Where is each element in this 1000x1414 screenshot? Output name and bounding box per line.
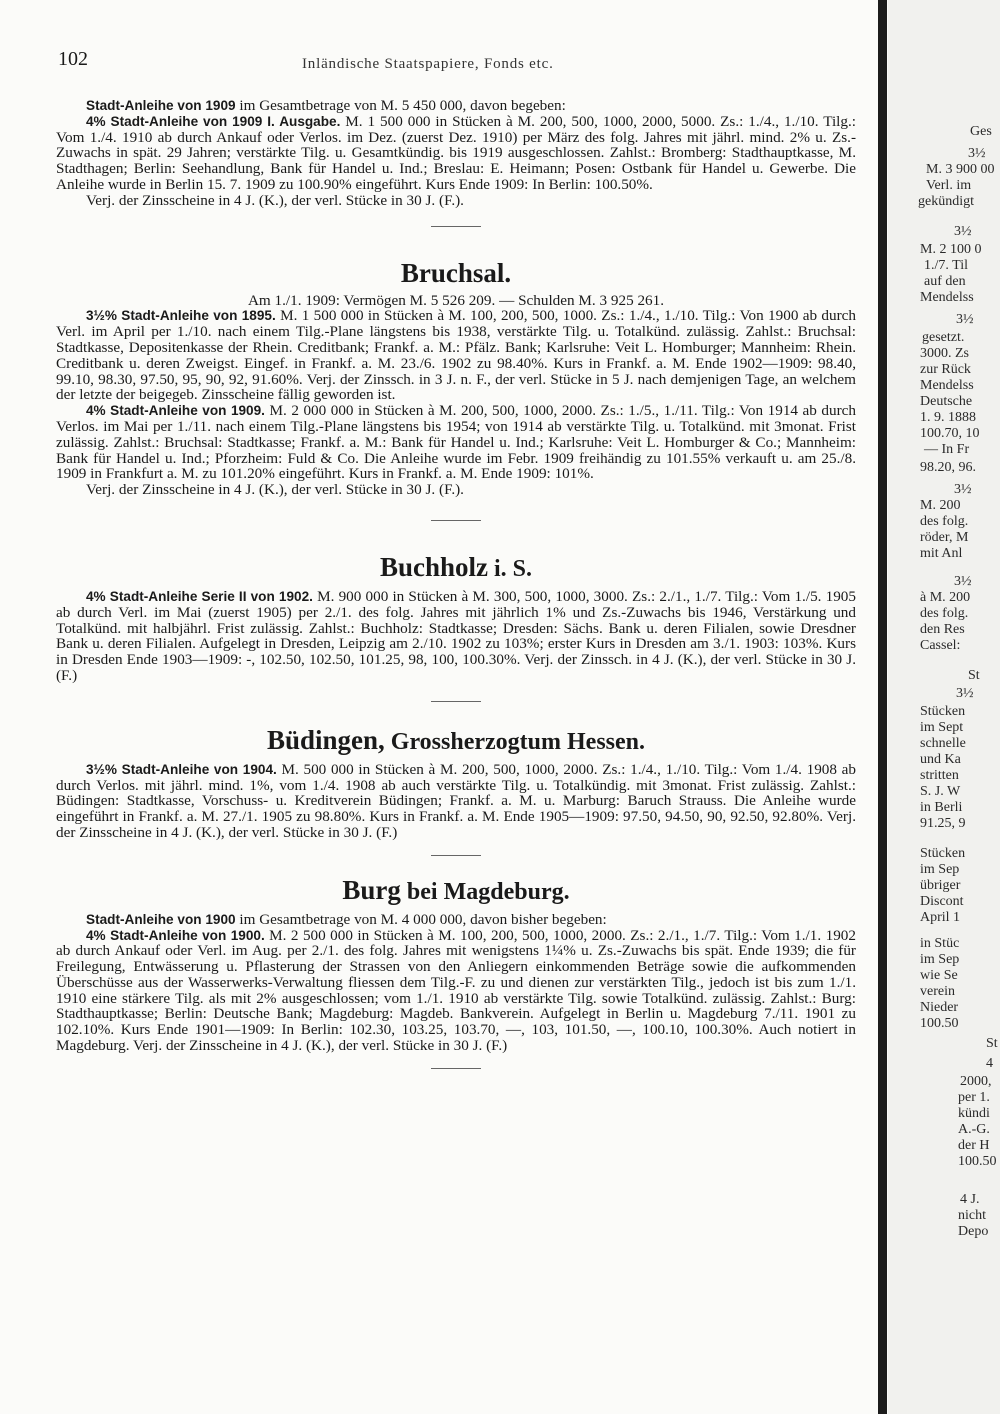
fragment-line: 98.20, 96.	[920, 460, 976, 475]
fragment-line: 100.50	[920, 1016, 959, 1031]
verjaehrung-note: Verj. der Zinsscheine in 4 J. (K.), der verl. Stücke in 30 J. (F.).	[86, 481, 464, 499]
fragment-line: April 1	[920, 910, 961, 925]
entry-bromberg-continued	[56, 98, 856, 209]
fragment-line: und Ka	[920, 752, 961, 767]
fragment-line: Stücken	[920, 704, 966, 719]
running-head: Inländische Staatspapiere, Fonds etc.	[302, 56, 554, 72]
fragment-line: verein	[920, 984, 955, 999]
separator-rule	[431, 701, 481, 702]
entry-bruchsal	[56, 257, 856, 498]
fragment-line: Cassel:	[920, 638, 961, 653]
fragment-line: schnelle	[920, 736, 966, 751]
fragment-line: zur Rück	[920, 362, 971, 377]
adjacent-page-strip	[888, 0, 1000, 1414]
fragment-line: 3½	[968, 146, 986, 161]
fragment-line: gekündigt	[918, 194, 974, 209]
fragment-line: im Sep	[920, 952, 960, 967]
fragment-line: St	[968, 668, 980, 683]
loan-heading: Stadt-Anleihe von 1909	[86, 98, 236, 113]
fragment-line: Verl. im	[926, 178, 972, 193]
fragment-line: mit Anl	[920, 546, 963, 561]
fragment-line: St	[986, 1036, 998, 1051]
separator-rule	[431, 1068, 481, 1069]
place-name: Buchholz	[379, 551, 488, 582]
loan-text: im Gesamtbetrage von M. 4 000 000, davon bisher begeben:	[235, 910, 607, 928]
loan-lead	[56, 912, 856, 928]
fragment-line: Deutsche	[920, 394, 973, 409]
loan-text: im Gesamtbetrage von M. 5 450 000, davon begeben:	[235, 97, 566, 114]
loan-paragraph	[56, 928, 856, 1054]
separator-rule	[431, 855, 481, 856]
loan-heading: 4% Stadt-Anleihe von 1900.	[86, 927, 265, 943]
fragment-line: 4 J.	[960, 1192, 980, 1207]
entry-burg	[56, 874, 856, 1054]
fragment-line: 3½	[954, 224, 972, 239]
loan-paragraph	[56, 762, 856, 841]
fragment-line: Discont	[920, 894, 964, 909]
fragment-line: — In Fr	[924, 442, 970, 457]
fragment-line: des folg.	[920, 606, 969, 621]
fragment-line: des folg.	[920, 514, 969, 529]
loan-paragraph	[56, 589, 856, 684]
loan-text: M. 900 000 in Stücken à M. 300, 500, 1000, 3000. Zs.: 2./1., 1./7. Tilg.: Vom 1./5. 1905 ab durch Verl. im Mai (zuerst 1905) per 2./1. des folg. Jahres mit jährlich 1% und Zs.-Zuwachs bis 1946, Verstärkung und Totalkünd. mit halbjährl. Frist zulässig. Zahlst.: Buchholz: Stadtkasse; Dresden: Sächs. Bank u. deren Filialen, sowie Dresdner Bank u. deren Filialen. Aufgelegt in Dresden, Leipzig am 2./10. 1902 zu 103%; erster Kurs in Dresden am 3./1. 1903: 103%. Kurs in Dresden Ende 1903—1909: -, 102.50, 102.50, 101.25, 98, 100, 100.30%. Verj. der Zinssch. in 4 J. (K.), der verl. Stücke in 30 J. (F.)	[56, 587, 856, 684]
fragment-line: 3½	[956, 686, 974, 701]
loan-text: M. 1 500 000 in Stücken à M. 100, 200, 500, 1000. Zs.: 1./4., 1./10. Tilg.: Von 1900 ab durch Verl. im April per 1./10. nach einem Tilg.-Plane längstens bis 1938, verstärkte Tilg. u. Totalkünd. zulässig. Zahlst.: Bruchsal: Stadtkasse, Depositenkasse der Rhein. Creditbank; Frankf. a. M.: Pfälz. Bank; Karlsruhe: Veit L. Homburger; Mannheim: Rhein. Creditbank u. deren Zweigst. Eingef. in Frankf. a. M. 23./6. 1902 zu 98.40%. Kurs in Frankf. a. M. Ende 1902—1909: 98.40, 99.10, 98.30, 97.50, 95, 90, 92, 91.60%. Verj. der Zinssch. in 3 J. n. F., der verl. Stücke in 5 J. nach demjenigen Tage, an welchem der letzte der beigegeb. Zinsscheine fällig geworden ist.	[56, 307, 857, 404]
fragment-line: röder, M	[920, 530, 969, 545]
page-number: 102	[58, 48, 88, 70]
loan-paragraph	[56, 308, 856, 403]
fragment-line: im Sep	[920, 862, 960, 877]
fragment-line: stritten	[920, 768, 959, 783]
place-name: Büdingen,	[266, 724, 385, 755]
fragment-line: A.-G.	[958, 1122, 990, 1137]
fragment-line: 91.25, 9	[920, 816, 966, 831]
place-heading: Bruchsal.	[400, 257, 512, 288]
fragment-line: Depo	[958, 1224, 989, 1239]
fragment-line: M. 3 900 00	[926, 162, 995, 177]
place-name: Burg	[342, 874, 401, 905]
fragment-line: M. 200	[920, 498, 961, 513]
fragment-line: 3000. Zs	[920, 346, 969, 361]
separator-rule	[431, 520, 481, 521]
fragment-line: Mendelss	[920, 378, 974, 393]
fragment-line: im Sept	[920, 720, 964, 735]
main-column	[56, 40, 856, 1069]
loan-heading: Stadt-Anleihe von 1900	[86, 911, 236, 927]
loan-text: M. 2 500 000 in Stücken à M. 100, 200, 500, 1000, 2000. Zs.: 2./1., 1./7. Tilg.: Vom 1./1. 1902 ab durch Ankauf oder Verl. im Aug. per 2./1. des folg. Jahres mit wenigstens 1¼% u. Zs.-Zuwachs bis spät. Ende 1939; die für Freilegung, Entwässerung u. Pflasterung der Strassen von den Anliegern einkommenden Beträge sowie die aufkommenden Überschüsse aus der Wasserwerks-Verwaltung fliessen dem Tilg.-F. zu und dienen zur verstärkten Tilg., jedoch ist bis zum 1./1. 1910 eine stärkere Tilg. als mit 2% ausgeschlossen; vom 1./1. 1910 ab verstärkte Tilg. sowie Totalkünd. zulässig. Zahlst.: Burg: Stadthauptkasse; Berlin: Deutsche Bank; Magdeburg: Magdeb. Bankverein. Aufgelegt in Berlin u. Magdeburg 7./11. 1901 zu 102.10%. Kurs Ende 1901—1909: In Berlin: 102.30, 103.25, 103.70, —, 103, 101.50, —, 100.10, 100.30%. Auch notiert in Magdeburg. Verj. der Zinsscheine in 4 J. (K.), der verl. Stücke in 30 J. (F.)	[56, 926, 856, 1055]
fragment-line: S. J. W	[920, 784, 961, 799]
separator-rule	[431, 226, 481, 227]
fragment-line: gesetzt.	[922, 330, 965, 345]
loan-text: M. 1 500 000 in Stücken à M. 200, 500, 1000, 2000, 5000. Zs.: 1./4., 1./10. Tilg.: Vom 1./4. 1910 ab durch Ankauf oder Verlos. im Dez. (zuerst Dez. 1910) per März des folg. Jahres mit jährl. mind. 2% u. Zs.-Zuwachs in spät. 29 Jahren; verstärkte Tilg. u. Gesamtkündig. bis 1919 ausgeschlossen. Zahlst.: Bromberg: Stadthauptkasse, M. Stadthagen; Berlin: Seehandlung, Bank für Handel u. Ind.; Breslau: E. Heimann; Posen: Ostbank für Handel u. Gewerbe. Die Anleihe wurde in Berlin 15. 7. 1909 zu 100.90% eingeführt. Kurs Ende 1909: In Berlin: 100.50%.	[56, 112, 856, 193]
fragment-line: in Stüc	[920, 936, 960, 951]
fragment-line: Stücken	[920, 846, 966, 861]
entry-buchholz	[56, 551, 856, 684]
loan-text: M. 500 000 in Stücken à M. 200, 500, 1000, 2000. Zs.: 1./4., 1./10. Tilg.: Vom 1./4. 1908 ab durch Verlos. mit jährl. mind. 1%, vom 1./4. 1908 ab auch verstärkte Tilg. u. Totalkündig. mit 3monat. Frist zulässig. Zahlst.: Büdingen: Stadtkasse, Vorschuss- u. Kreditverein Büdingen; Frankf. a. M. u. Marburg: Baruch Strauss. Die Anleihe wurde eingeführt in Frankf. a. M. 27./1. 1905 zu 98.80%. Kurs in Frankf. a. M. Ende 1905—1909: 97.50, 94.50, 90, 92.50, 92.80%. Verj. der Zinsscheine in 4 J. (K.), der verl. Stücke in 30 J. (F.)	[56, 760, 856, 841]
fragment-line: 2000,	[960, 1074, 992, 1089]
place-subtitle: Grossherzogtum Hessen.	[384, 728, 645, 755]
fragment-line: 3½	[954, 574, 972, 589]
fragment-line: 100.50	[958, 1154, 997, 1169]
loan-heading: 3½% Stadt-Anleihe von 1904.	[86, 761, 277, 777]
page-header	[56, 40, 856, 88]
fragment-line: per 1.	[958, 1090, 990, 1105]
fragment-line: 100.70, 10	[920, 426, 980, 441]
fragment-line: in Berli	[920, 800, 963, 815]
loan-heading: 4% Stadt-Anleihe von 1909 I. Ausgabe.	[86, 113, 341, 129]
fragment-line: Mendelss	[920, 290, 974, 305]
place-heading	[56, 724, 856, 758]
place-subtitle: bei Magdeburg.	[400, 878, 570, 905]
loan-heading: 3½% Stadt-Anleihe von 1895.	[86, 308, 276, 324]
fragment-line: nicht	[958, 1208, 986, 1223]
fragment-line: der H	[958, 1138, 990, 1153]
fragment-line: Ges	[970, 124, 992, 139]
loan-text: M. 2 000 000 in Stücken à M. 200, 500, 1000, 2000. Zs.: 1./5., 1./11. Tilg.: Von 1914 ab durch Verlos. im Mai per 1./11. nach einem Tilg.-Plane längstens bis 1954; von 1914 ab verstärkte Tilg. u. Totalkünd. mit 3monat. Frist zulässig. Zahlst.: Bruchsal: Stadtkasse; Frankf. a. M.: Bank für Handel u. Ind.; Karlsruhe: Veit L. Homburger & Co.; Mannheim: Bank für Handel u. Ind.; Pforzheim: Fuld & Co. Die Anleihe wurde im Febr. 1909 freihändig zu 101.55% verkauft u. am 25./8. 1909 in Frankfurt a. M. zu 101.20% eingeführt. Kurs in Frankf. a. M. Ende 1909: 101%.	[56, 402, 856, 483]
fragment-line: M. 2 100 0	[920, 242, 982, 257]
verjaehrung-note: Verj. der Zinsscheine in 4 J. (K.), der verl. Stücke in 30 J. (F.).	[86, 191, 464, 209]
fragment-line: auf den	[924, 274, 966, 289]
fragment-line: Nieder	[920, 1000, 959, 1015]
fragment-line: 3½	[954, 482, 972, 497]
fragment-line: 1./7. Til	[924, 258, 968, 273]
fragment-line: den Res	[920, 622, 965, 637]
binding-gutter	[878, 0, 887, 1414]
entry-buedingen	[56, 724, 856, 841]
fragment-line: übriger	[920, 878, 961, 893]
place-subtitle: i. S.	[488, 555, 533, 582]
fragment-line: kündi	[958, 1106, 990, 1121]
fragment-line: 3½	[956, 312, 974, 327]
city-finances: Am 1./1. 1909: Vermögen M. 5 526 209. — Schulden M. 3 925 261.	[247, 291, 665, 309]
loan-paragraph	[56, 114, 856, 193]
fragment-line: 4	[986, 1056, 993, 1071]
loan-lead	[56, 98, 856, 114]
fragment-line: wie Se	[920, 968, 958, 983]
loan-paragraph	[56, 403, 856, 482]
place-heading	[56, 874, 856, 908]
loan-heading: 4% Stadt-Anleihe Serie II von 1902.	[86, 588, 313, 604]
place-heading	[56, 551, 856, 585]
fragment-line: à M. 200	[920, 590, 971, 605]
fragment-line: 1. 9. 1888	[920, 410, 976, 425]
loan-heading: 4% Stadt-Anleihe von 1909.	[86, 403, 265, 419]
